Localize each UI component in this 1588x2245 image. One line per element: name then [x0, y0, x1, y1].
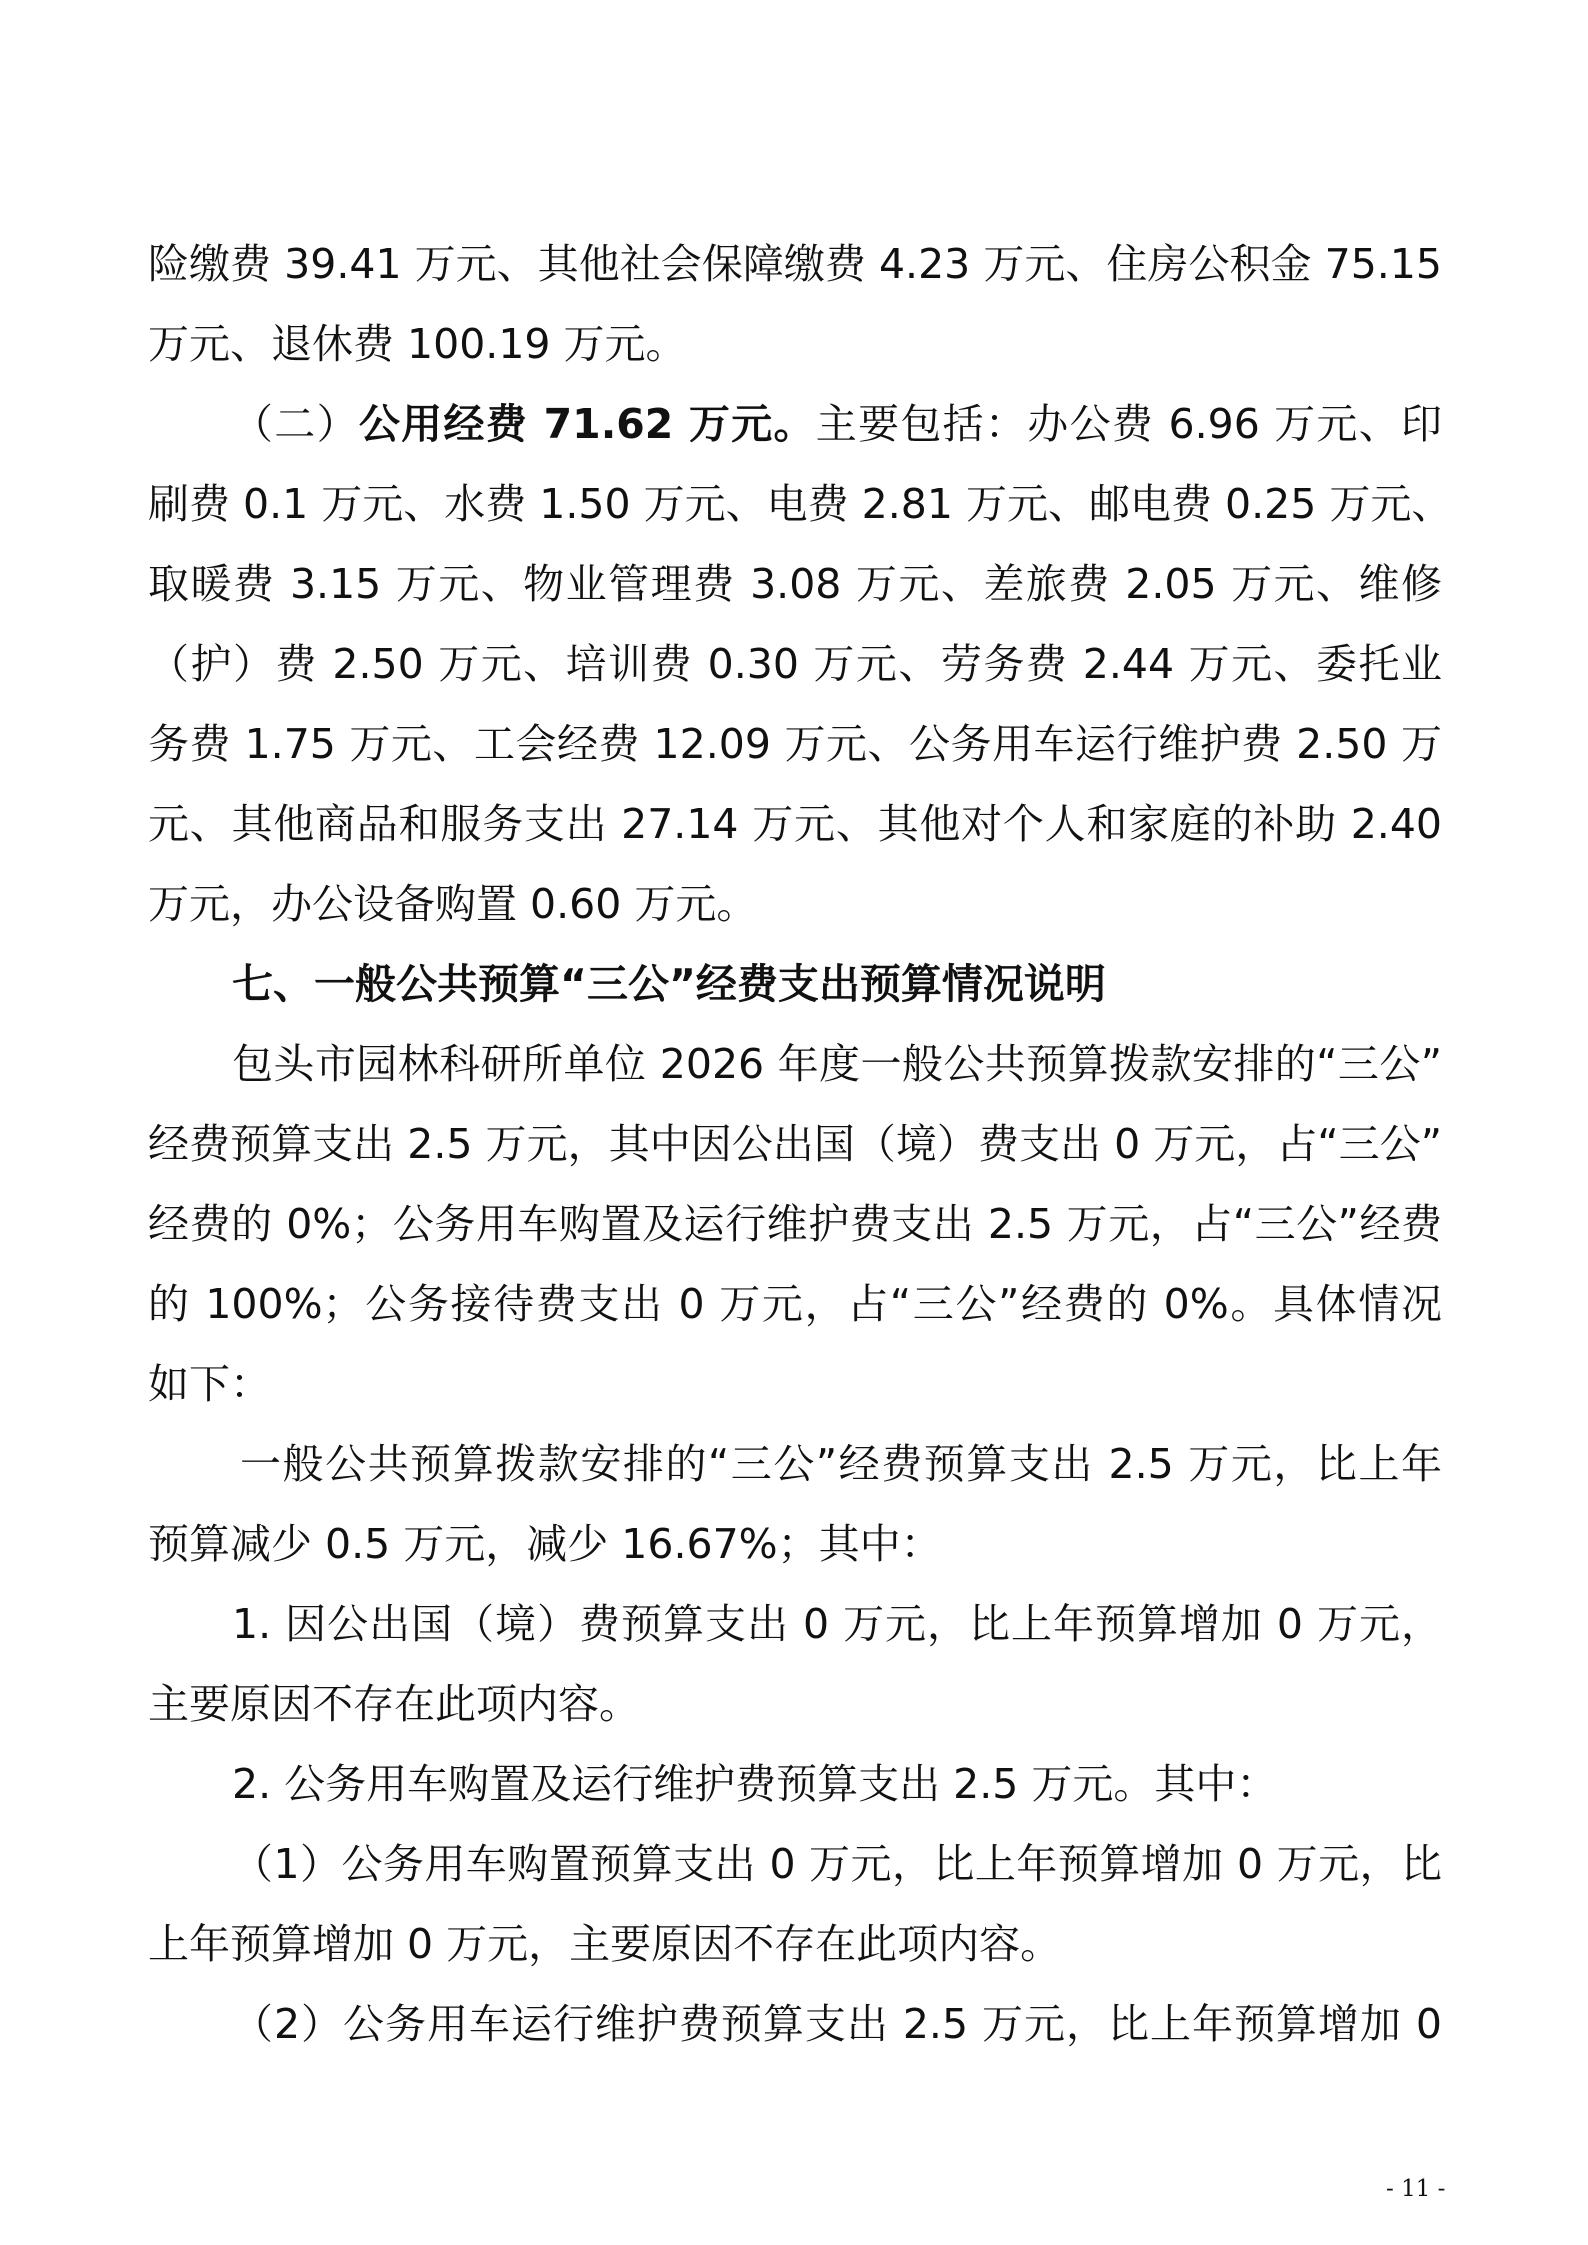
text-line: 主要原因不存在此项内容。 — [148, 1680, 640, 1728]
text-line: 万元，办公设备购置 0.60 万元。 — [148, 880, 758, 928]
text-line: 2. 公务用车购置及运行维护费预算支出 2.5 万元。其中： — [232, 1760, 1278, 1808]
text-line: 一般公共预算拨款安排的“三公”经费预算支出 2.5 万元，比上年 — [240, 1440, 1442, 1488]
section-subheading-line: （二）公用经费 71.62 万元。主要包括：办公费 6.96 万元、印 — [232, 400, 1443, 448]
text-line: （护）费 2.50 万元、培训费 0.30 万元、劳务费 2.44 万元、委托业 — [148, 640, 1442, 688]
text-line: 1. 因公出国（境）费预算支出 0 万元，比上年预算增加 0 万元， — [232, 1600, 1442, 1648]
text-line: 上年预算增加 0 万元，主要原因不存在此项内容。 — [148, 1920, 1062, 1968]
text-line: 取暖费 3.15 万元、物业管理费 3.08 万元、差旅费 2.05 万元、维修 — [148, 560, 1442, 608]
text-line: （1）公务用车购置预算支出 0 万元，比上年预算增加 0 万元，比 — [232, 1840, 1442, 1888]
text-line: 务费 1.75 万元、工会经费 12.09 万元、公务用车运行维护费 2.50 万 — [148, 720, 1442, 768]
page-number: - 11 - — [1386, 2176, 1446, 2202]
text-line: 万元、退休费 100.19 万元。 — [148, 320, 687, 368]
text-line: 包头市园林科研所单位 2026 年度一般公共预算拨款安排的“三公” — [232, 1040, 1442, 1088]
section-heading: 七、一般公共预算“三公”经费支出预算情况说明 — [232, 960, 1106, 1008]
text-line: 元、其他商品和服务支出 27.14 万元、其他对个人和家庭的补助 2.40 — [148, 800, 1442, 848]
text-line: 经费预算支出 2.5 万元，其中因公出国（境）费支出 0 万元，占“三公” — [148, 1120, 1442, 1168]
text-line: 险缴费 39.41 万元、其他社会保障缴费 4.23 万元、住房公积金 75.15 — [148, 240, 1442, 288]
text-line: 预算减少 0.5 万元，减少 16.67%；其中： — [148, 1520, 942, 1568]
text-line: 如下： — [148, 1360, 271, 1408]
text-line: 经费的 0%；公务用车购置及运行维护费支出 2.5 万元，占“三公”经费 — [148, 1200, 1442, 1248]
bold-heading: 公用经费 71.62 万元。 — [358, 400, 816, 448]
text-line: （2）公务用车运行维护费预算支出 2.5 万元，比上年预算增加 0 — [232, 2000, 1442, 2048]
text-line: 的 100%；公务接待费支出 0 万元，占“三公”经费的 0%。具体情况 — [148, 1280, 1443, 1328]
text-line: 刷费 0.1 万元、水费 1.50 万元、电费 2.81 万元、邮电费 0.25 万元、 — [148, 480, 1453, 528]
